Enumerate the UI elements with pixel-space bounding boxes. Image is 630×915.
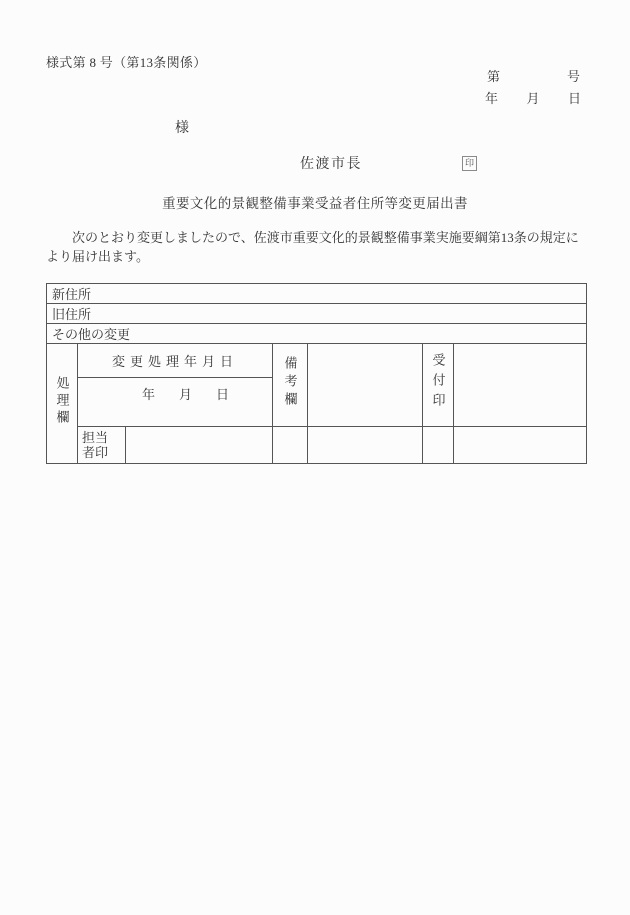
remarks-bottom-cell-2 — [308, 427, 423, 464]
mayor-seal-icon: 印 — [462, 156, 477, 171]
remarks-label: 備考欄 — [282, 356, 298, 410]
change-date-header: 変更処理年月日 — [78, 344, 273, 378]
remarks-bottom-cell-1 — [273, 427, 308, 464]
staff-seal-label: 担当者印 — [82, 430, 109, 460]
receipt-bottom-cell-1 — [423, 427, 454, 464]
doc-number-line — [487, 66, 580, 85]
receipt-bottom-cell-2 — [454, 427, 587, 464]
doc-number-suffix: 号 — [566, 69, 580, 84]
row-new-address: 新住所 — [47, 284, 587, 304]
staff-seal-value-cell — [126, 427, 273, 464]
issue-date-line — [485, 88, 581, 107]
addressee-honorific: 様 — [175, 121, 189, 136]
receipt-seal-label: 受付印 — [430, 353, 446, 413]
entry-year-label: 年 — [142, 387, 156, 402]
staff-seal-label-cell — [78, 427, 126, 464]
date-month-label: 月 — [526, 91, 540, 106]
entry-month-label: 月 — [179, 387, 193, 402]
processing-column-cell — [47, 344, 78, 464]
form-number: 様式第 8 号（第13条関係） — [46, 55, 207, 70]
remarks-label-cell — [273, 344, 308, 427]
body-line-2: より届け出ます。 — [46, 249, 149, 264]
row-other-changes: その他の変更 — [47, 324, 587, 344]
document-title: 重要文化的景観整備事業受益者住所等変更届出書 — [162, 196, 468, 211]
doc-number-prefix: 第 — [487, 69, 501, 84]
remarks-value-cell — [308, 344, 423, 427]
processing-column-label: 処理欄 — [54, 376, 70, 427]
change-date-entry-cell — [78, 378, 273, 427]
sender-title: 佐渡市長 — [300, 157, 362, 172]
entry-day-label: 日 — [216, 387, 230, 402]
date-day-label: 日 — [567, 91, 581, 106]
notification-table — [46, 283, 587, 464]
date-year-label: 年 — [485, 91, 499, 106]
receipt-seal-value-cell — [454, 344, 587, 427]
receipt-seal-label-cell — [423, 344, 454, 427]
body-line-1: 次のとおり変更しましたので、佐渡市重要文化的景観整備事業実施要綱第13条の規定に — [72, 230, 579, 245]
body-paragraph — [46, 228, 586, 266]
row-old-address: 旧住所 — [47, 304, 587, 324]
